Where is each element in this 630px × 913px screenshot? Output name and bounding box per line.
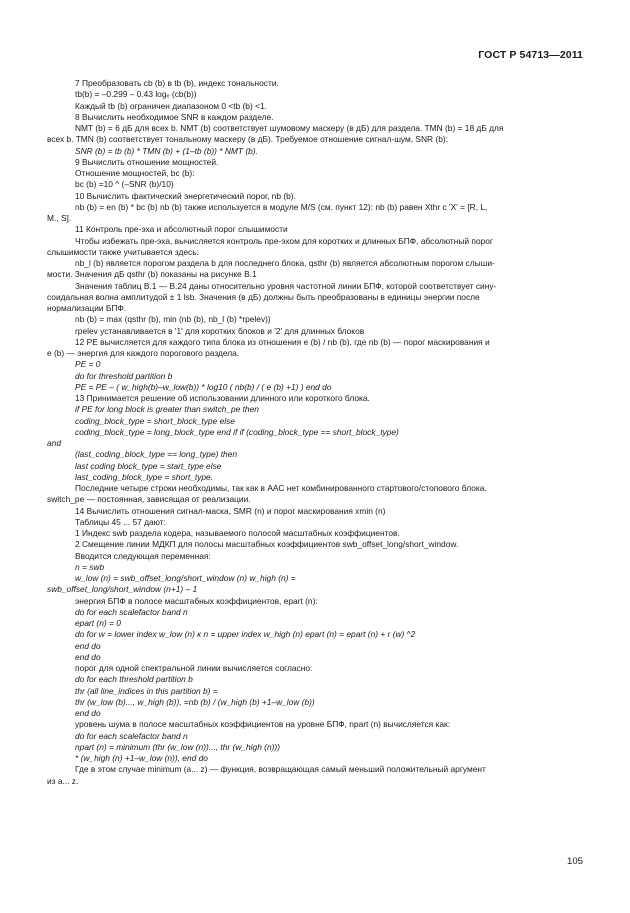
text-line: Последние четыре строки необходимы, так как в ААС нет комбинированного стартового/стопового блока. xyxy=(75,483,487,493)
text-line: из a... z. xyxy=(47,775,79,786)
text-line: Чтобы избежать пре-эха, вычисляется контроль пре-эхом для коротких и длинных БПФ, абсолютный порог xyxy=(75,235,493,246)
text-line: энергия БПФ в полосе масштабных коэффициентов, epart (n): xyxy=(75,595,318,606)
text-line: 2 Смещение линии МДКП для полосы масштабных коэффициентов swb_offset_long/short_window. xyxy=(75,539,459,550)
text-line: слышимости также учитывается здесь: xyxy=(47,246,199,257)
text-line: n = swb xyxy=(75,561,105,572)
text-line: Таблицы 45 ... 57 дают: xyxy=(75,516,166,527)
text-line: switch_pe — постоянная, зависящая от реализации. xyxy=(47,494,251,505)
text-line: всех b. TMN (b) соответствует тональному маскеру (в дБ). Требуемое отношение сигнал-шум, SNR (b): xyxy=(47,134,448,145)
text-line: do for each scalefactor band n xyxy=(75,730,188,741)
page-number: 105 xyxy=(566,856,583,867)
text-line: last_coding_block_type = short_type. xyxy=(75,471,214,482)
text-line: 10 Вычислить фактический энергетический порог, nb (b). xyxy=(75,190,296,201)
text-line: do for threshold partition b xyxy=(75,370,173,381)
text-line: SNR (b) = tb (b) * TMN (b) + (1–tb (b)) * NMT (b). xyxy=(75,145,258,156)
text-line: (last_coding_block_type == long_type) then xyxy=(75,449,238,460)
text-line: end do xyxy=(75,708,101,718)
text-line: epart (n) = 0 xyxy=(75,618,121,628)
text-line: 14 Вычислить отношения сигнал-маска, SMR (n) и порог маскирования xmin (n) xyxy=(75,505,386,516)
text-line: do for w = lower index w_low (n) к n = upper index w_high (n) epart (n) = epart (n) + r (w) ^2 xyxy=(75,629,416,640)
text-line: nb (b) = en (b) * bc (b) nb (b) также используется в модуле M/S (см. пункт 12): nb (b) равен Xthr c 'X' = [R, L, xyxy=(75,201,488,212)
text-line: PE = 0 xyxy=(75,359,101,370)
text-line: соидальная волна амплитудой ± 1 lsb. Значения (в дБ) должны быть преобразованы в единицы энергии после xyxy=(47,291,480,302)
text-line: 7 Преобразовать cb (b) в tb (b), индекс тональности. xyxy=(75,78,279,88)
text-line: tb(b) = –0.299 – 0.43 logₑ (cb(b)) xyxy=(75,89,197,100)
text-line: do for each scalefactor band n xyxy=(75,606,188,617)
text-line: nb_l (b) является порогом раздела b для последнего блока, qsthr (b) является абсолютным порогом слыши- xyxy=(75,258,495,268)
text-line: do for each threshold partition b xyxy=(75,674,193,685)
document-header: ГОСТ Р 54713—2011 xyxy=(478,49,583,61)
text-line: bc (b) =10 ^ (–SNR (b)/10) xyxy=(75,179,174,190)
text-line: мости. Значения дБ qsthr (b) показаны на рисунке В.1 xyxy=(47,269,257,280)
text-line: if PE for long block is greater than switch_pe then xyxy=(75,404,259,415)
text-line: Каждый tb (b) ограничен диапазоном 0 <tb (b) <1. xyxy=(75,100,267,111)
text-line: M., S]. xyxy=(47,213,72,223)
text-line: Вводится следующая переменная: xyxy=(75,550,211,561)
text-line: coding_block_type = short_block_type else xyxy=(75,415,235,426)
text-line: 9 Вычислить отношение мощностей. xyxy=(75,156,219,167)
text-line: Значения таблиц В.1 — В.24 даны относительно уровня частотной линии БПФ, которой соответствует сину- xyxy=(75,280,497,291)
text-line: rpelev устанавливается в '1' для коротких блоков и '2' для длинных блоков xyxy=(75,325,365,336)
text-line: thr (w_low (b)..., w_high (b)), =nb (b) / (w_high (b) +1–w_low (b)) xyxy=(75,696,315,707)
text-line: last coding block_type = start_type else xyxy=(75,460,222,471)
text-line: npart (n) = minimum (thr (w_low (n))..., thr (w_high (n))) xyxy=(75,741,280,752)
text-line: 1 Индекс swb раздела кодера, называемого полосой масштабных коэффициентов. xyxy=(75,528,400,538)
text-line: 8 Вычислить необходимое SNR в каждом разделе. xyxy=(75,111,274,122)
text-line: 13 Принимается решение об использовании длинного или короткого блока. xyxy=(75,393,370,403)
text-line: нормализации БПФ. xyxy=(47,303,127,313)
text-line: end do xyxy=(75,651,101,662)
text-line: 12 PE вычисляется для каждого типа блока из отношения e (b) / nb (b), где nb (b) — порог маскирования и xyxy=(75,336,490,347)
text-line: and xyxy=(47,438,61,448)
text-line: уровень шума в полосе масштабных коэффициентов на уровне БПФ, npart (n) вычисляется как: xyxy=(75,719,451,730)
text-line: thr (all line_indices in this partition b) = xyxy=(75,685,218,696)
text-line: NMT (b) = 6 дБ для всех b. NMT (b) соответствует шумовому маскеру (в дБ) для раздела. TMN (b) = 18 дБ для xyxy=(75,123,504,133)
text-line: end do xyxy=(75,640,101,651)
text-line: Отношение мощностей, bc (b): xyxy=(75,168,195,178)
text-line: w_low (n) = swb_offset_long/short_window (n) w_high (n) = xyxy=(75,573,296,583)
text-line: e (b) — энергия для каждого порогового раздела. xyxy=(47,348,240,358)
text-line: nb (b) = max (qsthr (b), min (nb (b), nb_l (b) *rpelev)) xyxy=(75,314,271,325)
text-line: swb_offset_long/short_window (n+1) – 1 xyxy=(47,584,198,595)
text-line: Где в этом случае minimum (a... z) — функция, возвращающая самый меньший положительный аргумент xyxy=(75,764,486,775)
text-line: 11 Контроль пре-эха и абсолютный порог слышимости xyxy=(75,224,288,235)
text-line: порог для одной спектральной линии вычисляется согласно: xyxy=(75,663,313,673)
text-line: coding_block_type = long_block_type end if if (coding_block_type == short_block_type) xyxy=(75,426,399,437)
document-body xyxy=(47,78,583,787)
text-line: PE = PE – ( w_high(b)–w_low(b)) * log10 ( nb(b) / ( e (b) +1) ) end do xyxy=(75,381,332,392)
text-line: * (w_high (n) +1–w_low (n)), end do xyxy=(75,753,208,763)
